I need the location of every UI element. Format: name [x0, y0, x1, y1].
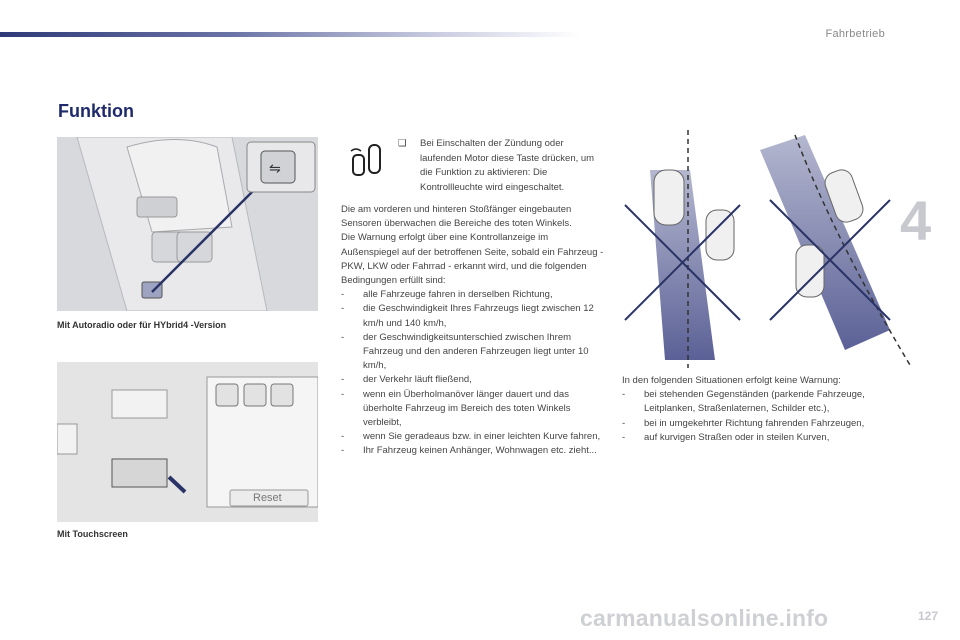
blind-spot-button-icon: [350, 143, 382, 177]
reset-label: Reset: [253, 492, 282, 504]
list-item: - wenn Sie geradeaus bzw. in einer leichten Kurve fahren,: [341, 431, 601, 443]
right-column: [622, 374, 887, 445]
list-item: - der Verkehr läuft fließend,: [341, 374, 472, 386]
touchscreen-illustration: [57, 362, 318, 522]
watermark: carmanualsonline.info: [580, 605, 829, 631]
check-item: ❑ Bei Einschalten der Zündung oder laufenden Motor diese Taste drücken, um die Funktion zu aktivieren: Die Kontrollleuchte wird eingeschaltet.: [398, 137, 608, 195]
blind-spot-diagram: [620, 130, 920, 368]
list-item: - bei stehenden Gegenständen (parkende Fahrzeuge, Leitplanken, Straßenlaternen, Schilder etc.),: [622, 389, 865, 415]
middle-column: [341, 203, 606, 459]
list-item: - auf kurvigen Straßen oder in steilen Kurven,: [622, 431, 830, 443]
checkbox-icon: ❑: [398, 138, 407, 149]
page-title: Funktion: [58, 101, 134, 121]
list-item: - Ihr Fahrzeug keinen Anhänger, Wohnwagen etc. zieht...: [341, 445, 597, 457]
section-label: Fahrbetrieb: [825, 28, 885, 40]
console-illustration: [57, 137, 318, 311]
intro-paragraph-2: Die Warnung erfolgt über eine Kontrollanzeige im Außenspiegel auf der betroffenen Seite, sobald ein Fahrzeug - PKW, LKW oder Fahrrad - erkannt wird, und die folgenden Bedingungen erfüllt sind:: [341, 232, 604, 287]
caption-touchscreen: Mit Touchscreen: [57, 529, 128, 539]
list-item: - die Geschwindigkeit Ihres Fahrzeugs liegt zwischen 12 km/h und 140 km/h,: [341, 303, 594, 329]
list-item: - der Geschwindigkeitsunterschied zwischen Ihrem Fahrzeug und den anderen Fahrzeugen liegt unter 10 km/h,: [341, 331, 589, 372]
intro-paragraph-1: Die am vorderen und hinteren Stoßfänger eingebauten Sensoren überwachen die Bereiche des toten Winkels.: [341, 204, 572, 230]
caption-autoradio: Mit Autoradio oder für HYbrid4 -Version: [57, 320, 227, 330]
list-item: - wenn ein Überholmanöver länger dauert und das überholte Fahrzeug im Bereich des toten Winkels verbleibt,: [341, 388, 571, 429]
header-bar: [0, 32, 580, 37]
chapter-number: 4: [900, 189, 932, 252]
right-intro: In den folgenden Situationen erfolgt keine Warnung:: [622, 375, 841, 386]
list-item: - bei in umgekehrter Richtung fahrenden Fahrzeugen,: [622, 417, 865, 429]
list-item: - alle Fahrzeuge fahren in derselben Richtung,: [341, 289, 553, 301]
svg-text:⇋: ⇋: [269, 161, 281, 177]
page-number: 127: [917, 609, 938, 623]
